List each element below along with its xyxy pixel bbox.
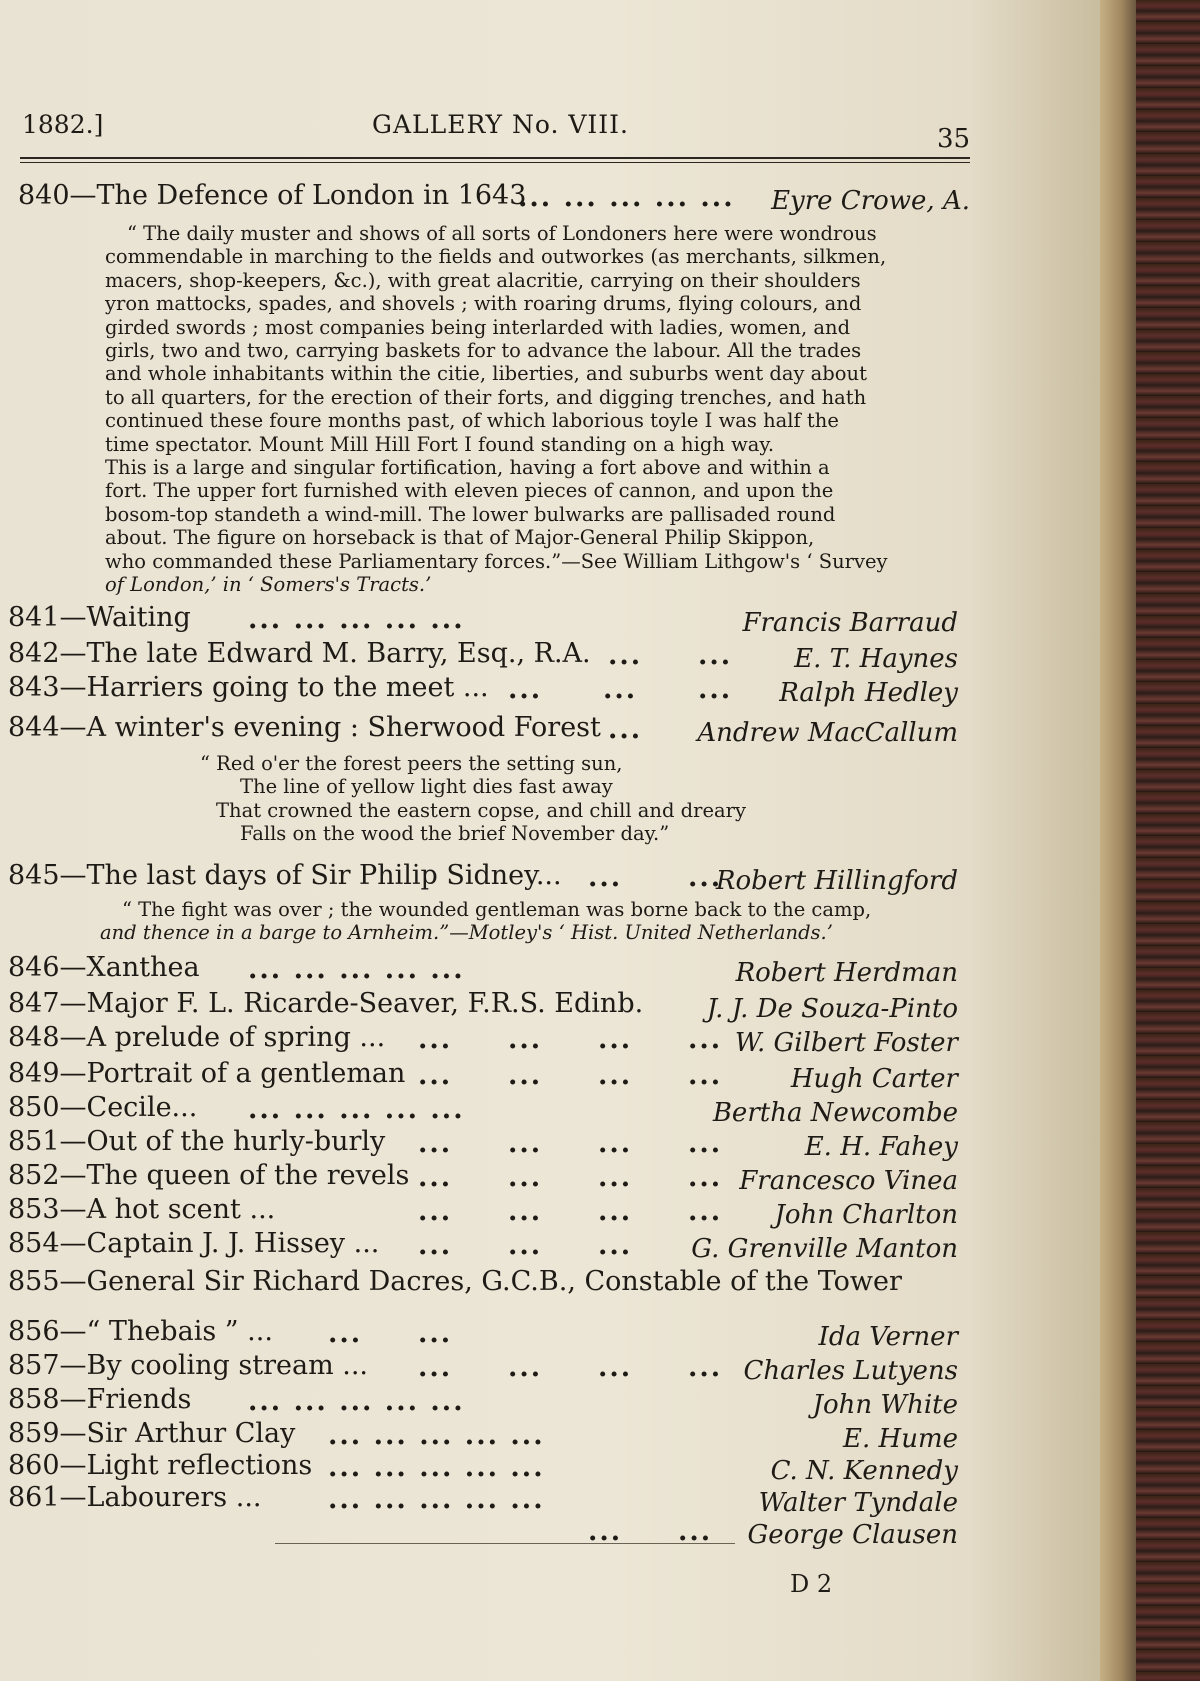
- entry-row: [8, 1194, 958, 1230]
- entry-artist: E. T. Haynes: [794, 644, 958, 674]
- entry-title: 842—The late Edward M. Barry, Esq., R.A.: [8, 638, 591, 669]
- entry-row: [8, 952, 958, 988]
- leader-dots: ... ... ... ... ...: [248, 954, 465, 985]
- leader-dots: ...: [688, 1128, 723, 1159]
- quote-840: “ The daily muster and shows of all sorts of Londoners here were wondrous commendable in marching to the fields and outworkes (as merchants, silkmen, macers, shop-keepers, &c.), with great alacritie, carrying on their shoulders yron mattocks, spades, and shovels ; with roaring drums, flying colours, and girded swords ; most companies being interlarded with ladies, women, and girls, two and two, carrying baskets for to advance the labour. All the trades and whole inhabitants within the citie, liberties, and suburbs went day about to all quarters, for the erection of their forts, and digging trenches, and hath continued these foure months past, of which laborious toyle I was half the time spectator. Mount Mill Hill Fort I found standing on a high way. This is a large and singular fortification, having a fort above and within a fort. The upper fort furnished with eleven pieces of cannon, and upon the bosom-top standeth a wind-mill. The lower bulwarks are pallisaded round about. The figure on horseback is that of Major-General Philip Skippon, who commanded these Parliamentary forces.”—See William Lithgow's ‘ Survey of London,’ in ‘ Somers's Tracts.’: [105, 222, 888, 597]
- entry-title: 859—Sir Arthur Clay: [8, 1418, 296, 1449]
- entry-row: [8, 1126, 958, 1162]
- leader-dots: ...: [508, 1196, 543, 1227]
- entry-title: 861—Labourers ...: [8, 1482, 262, 1513]
- entry-artist: Robert Hillingford: [715, 866, 958, 896]
- leader-dots: ...: [508, 1128, 543, 1159]
- entry-artist: Francesco Vinea: [739, 1166, 958, 1196]
- header-rule: [20, 157, 970, 159]
- entry-row: [8, 1160, 958, 1196]
- entry-row: [8, 1418, 958, 1454]
- leader-dots: ... ... ... ... ...: [328, 1452, 545, 1483]
- leader-dots: ... ... ... ... ...: [248, 1094, 465, 1125]
- entry-row: [8, 1316, 958, 1352]
- leader-dots: ...: [418, 1024, 453, 1055]
- entry-row: [18, 180, 968, 216]
- footer-rule: [275, 1543, 735, 1544]
- entry-title: 841—Waiting: [8, 602, 191, 633]
- entry-artist: J. J. De Souza-Pinto: [706, 994, 958, 1024]
- entry-row: [8, 1482, 958, 1518]
- entry-artist: Robert Herdman: [735, 958, 958, 988]
- entry-artist: W. Gilbert Foster: [734, 1028, 958, 1058]
- header-title: GALLERY No. VIII.: [372, 110, 629, 139]
- leader-dots: ...: [328, 1318, 363, 1349]
- leader-dots: ...: [598, 1024, 633, 1055]
- entry-row: [8, 1228, 958, 1264]
- leader-dots: ...: [508, 674, 543, 705]
- leader-dots: ...: [688, 1060, 723, 1091]
- entry-artist: Francis Barraud: [742, 608, 958, 638]
- entry-row: [8, 1384, 958, 1420]
- entry-row: [8, 1266, 958, 1302]
- entry-row: [8, 602, 958, 638]
- entry-title: 847—Major F. L. Ricarde-Seaver, F.R.S. Edinb.: [8, 988, 644, 1019]
- leader-dots: ...: [698, 674, 733, 705]
- leader-dots: ...: [688, 1196, 723, 1227]
- leader-dots: ...: [508, 1352, 543, 1383]
- entry-artist: George Clausen: [747, 1520, 958, 1550]
- leader-dots: ...: [678, 1516, 713, 1547]
- entry-artist: Ida Verner: [818, 1322, 958, 1352]
- leader-dots: ...: [688, 1352, 723, 1383]
- leader-dots: ... ... ... ... ...: [248, 1386, 465, 1417]
- entry-title: 850—Cecile...: [8, 1092, 198, 1123]
- entry-artist: E. H. Fahey: [804, 1132, 958, 1162]
- entry-artist: John Charlton: [774, 1200, 958, 1230]
- entry-row: [8, 1450, 958, 1486]
- header-year: 1882.]: [22, 110, 104, 139]
- quote-845: “ The fight was over ; the wounded gentleman was borne back to the camp, and thence in a barge to Arnheim.”—Motley's ‘ Hist. United Netherlands.’: [100, 898, 872, 945]
- entry-artist: Walter Tyndale: [758, 1488, 958, 1518]
- entry-artist: Eyre Crowe, A.: [771, 186, 970, 216]
- entry-title: 844—A winter's evening : Sherwood Forest: [8, 712, 601, 743]
- leader-dots: ... ... ... ... ...: [518, 182, 735, 213]
- entry-row: [8, 1092, 958, 1128]
- entry-artist: Bertha Newcombe: [712, 1098, 958, 1128]
- entry-row: [8, 638, 958, 674]
- leader-dots: ... ... ... ... ...: [248, 604, 465, 635]
- leader-dots: ...: [598, 1060, 633, 1091]
- entry-title: 849—Portrait of a gentleman: [8, 1058, 406, 1089]
- entry-title: 857—By cooling stream ...: [8, 1350, 369, 1381]
- leader-dots: ...: [598, 1352, 633, 1383]
- leader-dots: ...: [598, 1162, 633, 1193]
- leader-dots: ...: [688, 862, 723, 893]
- entry-title: 845—The last days of Sir Philip Sidney...: [8, 860, 562, 891]
- entry-title: 860—Light reflections: [8, 1450, 313, 1481]
- leader-dots: ...: [598, 1196, 633, 1227]
- leader-dots: ...: [508, 1024, 543, 1055]
- page-number: 35: [937, 124, 971, 154]
- marbled-edge: [1136, 0, 1200, 1681]
- entry-row: [8, 860, 958, 896]
- entry-title: 840—The Defence of London in 1643: [18, 180, 527, 211]
- page-header: [22, 110, 972, 154]
- leader-dots: ...: [508, 1230, 543, 1261]
- leader-dots: ...: [688, 1162, 723, 1193]
- entry-row: [8, 1058, 958, 1094]
- page-edge-gilt: [1100, 0, 1136, 1681]
- entry-row: [8, 1350, 958, 1386]
- leader-dots: ...: [588, 862, 623, 893]
- entry-row: [8, 672, 958, 708]
- leader-dots: ...: [608, 714, 643, 745]
- entry-artist: Ralph Hedley: [779, 678, 958, 708]
- leader-dots: ...: [603, 674, 638, 705]
- leader-dots: ...: [418, 1318, 453, 1349]
- leader-dots: ...: [508, 1162, 543, 1193]
- entry-title: 853—A hot scent ...: [8, 1194, 276, 1225]
- entry-title: 851—Out of the hurly-burly: [8, 1126, 386, 1157]
- leader-dots: ...: [418, 1352, 453, 1383]
- leader-dots: ...: [688, 1024, 723, 1055]
- entry-artist: G. Grenville Manton: [691, 1234, 958, 1264]
- entry-row: [8, 1022, 958, 1058]
- header-rule-thin: [20, 162, 970, 163]
- entry-title: 848—A prelude of spring ...: [8, 1022, 386, 1053]
- signature-mark: D 2: [790, 1570, 833, 1598]
- leader-dots: ...: [598, 1128, 633, 1159]
- entry-title: 852—The queen of the revels: [8, 1160, 410, 1191]
- leader-dots: ... ... ... ... ...: [328, 1484, 545, 1515]
- entry-title: 843—Harriers going to the meet ...: [8, 672, 489, 703]
- entry-artist: Andrew MacCallum: [697, 718, 958, 748]
- leader-dots: ...: [698, 640, 733, 671]
- leader-dots: ...: [588, 1516, 623, 1547]
- leader-dots: ...: [598, 1230, 633, 1261]
- entry-title: 858—Friends: [8, 1384, 192, 1415]
- entry-artist: Hugh Carter: [790, 1064, 958, 1094]
- leader-dots: ...: [418, 1128, 453, 1159]
- entry-title: 856—“ Thebais ” ...: [8, 1316, 273, 1347]
- entry-artist: John White: [812, 1390, 958, 1420]
- leader-dots: ... ... ... ... ...: [328, 1420, 545, 1451]
- entry-row: [8, 1514, 958, 1550]
- leader-dots: ...: [418, 1162, 453, 1193]
- entry-title: 846—Xanthea: [8, 952, 200, 983]
- leader-dots: ...: [508, 1060, 543, 1091]
- leader-dots: ...: [418, 1196, 453, 1227]
- entry-artist: C. N. Kennedy: [770, 1456, 958, 1486]
- entry-title: 854—Captain J. J. Hissey ...: [8, 1228, 380, 1259]
- entry-row: [8, 988, 958, 1024]
- leader-dots: ...: [608, 640, 643, 671]
- entry-title: 855—General Sir Richard Dacres, G.C.B., Constable of the Tower: [8, 1266, 902, 1297]
- entry-artist: Charles Lutyens: [743, 1356, 958, 1386]
- leader-dots: ...: [418, 1230, 453, 1261]
- entry-artist: E. Hume: [843, 1424, 958, 1454]
- leader-dots: ...: [418, 1060, 453, 1091]
- entry-row: [8, 712, 958, 748]
- poem-844: “ Red o'er the forest peers the setting sun, The line of yellow light dies fast away That crowned the eastern copse, and chill and dreary Falls on the wood the brief November day.”: [200, 752, 746, 846]
